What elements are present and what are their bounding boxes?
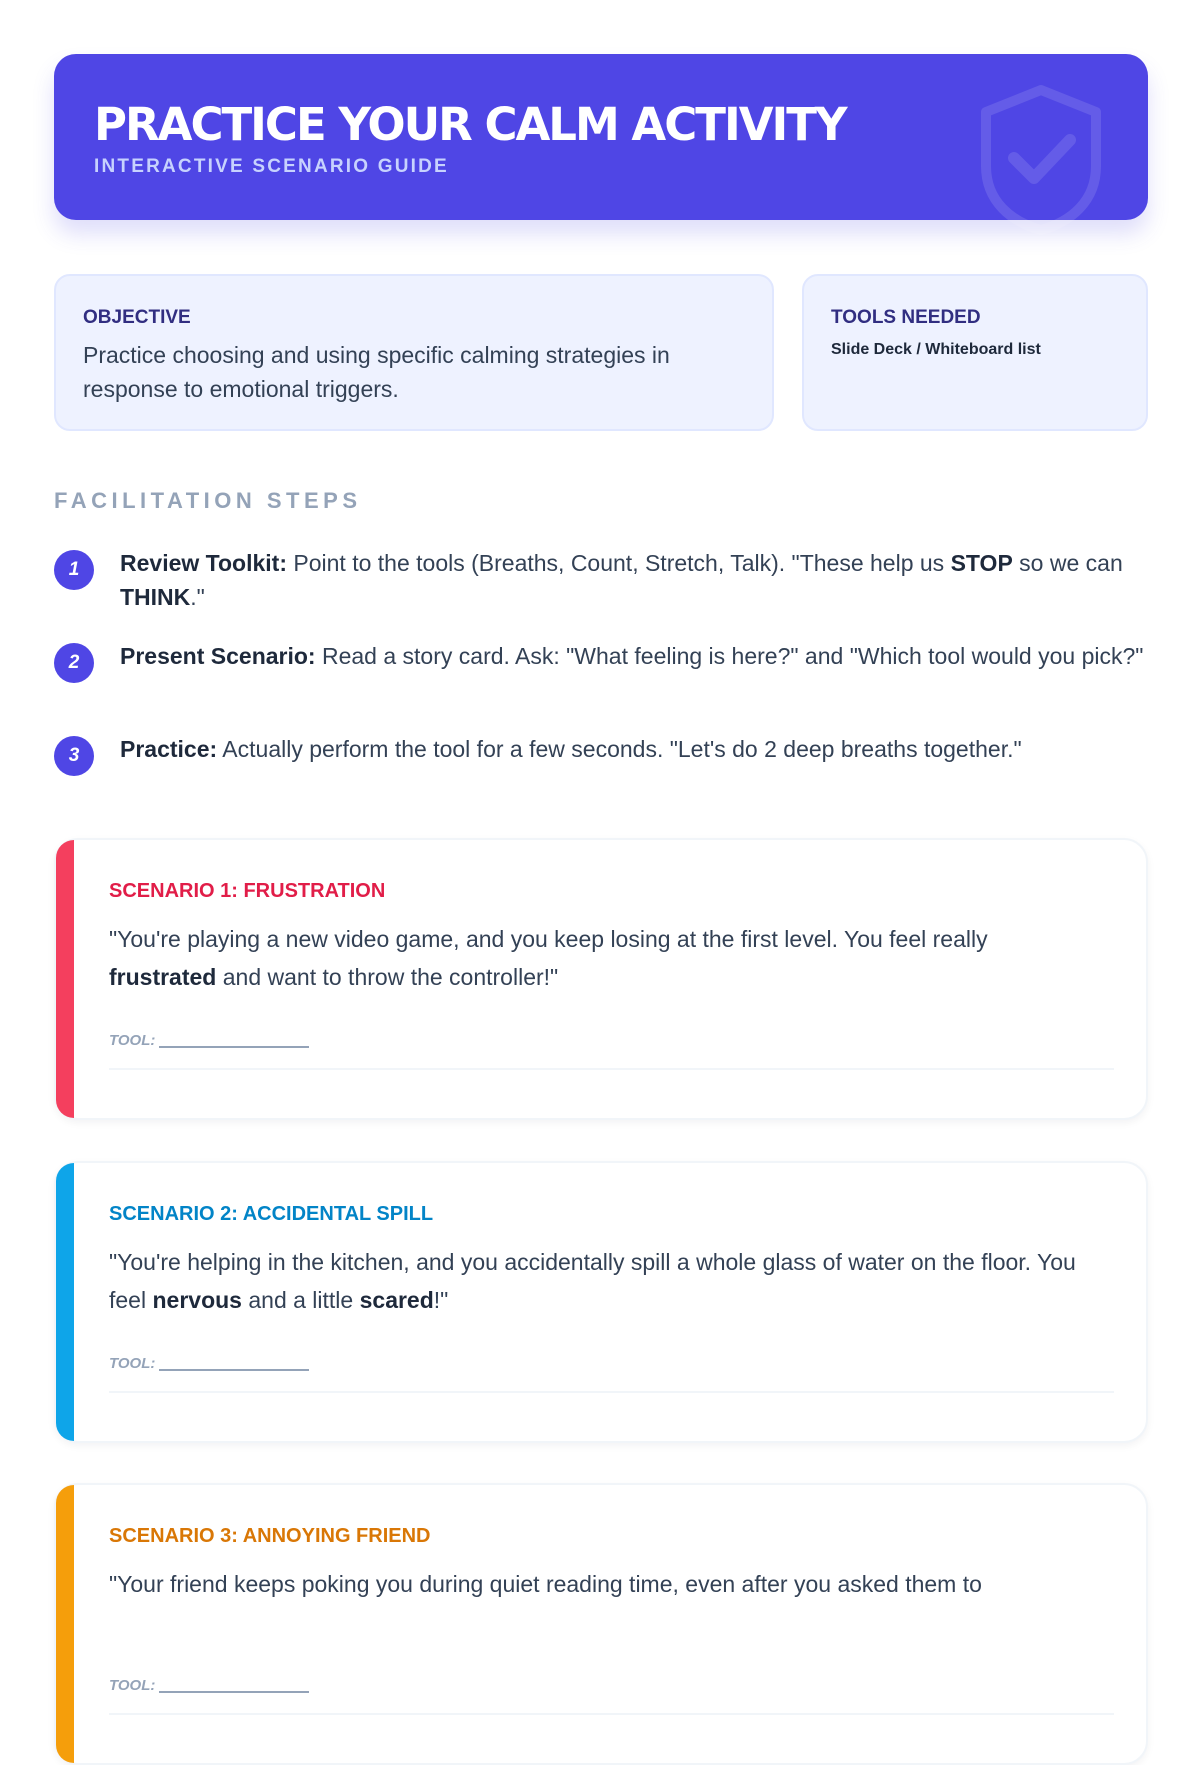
facilitation-steps-heading: FACILITATION STEPS (54, 488, 362, 513)
scenario-accent-bar (56, 1163, 74, 1441)
emphasis-text: nervous (152, 1287, 242, 1313)
emphasis-text: STOP (950, 550, 1013, 576)
scenario-card (54, 1483, 1148, 1765)
tools-needed-text: Slide Deck / Whiteboard list (831, 341, 1041, 358)
page-subtitle: INTERACTIVE SCENARIO GUIDE (94, 156, 449, 177)
tool-answer-field[interactable] (109, 1032, 1114, 1070)
text-segment: !" (433, 1287, 449, 1313)
scenario-text (109, 1565, 1099, 1603)
tools-needed-label: TOOLS NEEDED (831, 307, 981, 328)
tool-label: TOOL: (109, 1355, 156, 1372)
step-text (120, 546, 1150, 614)
text-segment: "Your friend keeps poking you during quiet reading time, even after you asked them to (109, 1571, 982, 1597)
objective-box (54, 274, 774, 431)
step-number-badge: 2 (54, 643, 94, 683)
tool-blank-line (159, 1032, 309, 1048)
emphasis-text: scared (359, 1287, 434, 1313)
scenario-text (109, 1243, 1099, 1319)
text-segment: ." (190, 584, 205, 610)
emphasis-text: Present Scenario: (120, 643, 316, 669)
scenario-title: SCENARIO 3: ANNOYING FRIEND (109, 1525, 431, 1547)
step-number-badge: 1 (54, 550, 94, 590)
header-banner (54, 54, 1148, 220)
tool-label: TOOL: (109, 1032, 156, 1049)
step-text (120, 732, 1150, 766)
text-segment: "You're playing a new video game, and you keep losing at the first level. You feel really (109, 926, 988, 952)
shield-check-icon (976, 84, 1106, 234)
emphasis-text: frustrated (109, 964, 217, 990)
scenario-card (54, 838, 1148, 1120)
tool-blank-line (159, 1355, 309, 1371)
scenario-title: SCENARIO 1: FRUSTRATION (109, 880, 386, 902)
text-segment: Actually perform the tool for a few seconds. "Let's do 2 deep breaths together." (217, 736, 1022, 762)
scenario-text (109, 920, 1099, 996)
text-segment: so we can (1012, 550, 1123, 576)
tool-answer-field[interactable] (109, 1355, 1114, 1393)
text-segment: Read a story card. Ask: "What feeling is here?" and "Which tool would you pick?" (315, 643, 1144, 669)
step-number-badge: 3 (54, 736, 94, 776)
text-segment: and want to throw the controller!" (216, 964, 559, 990)
tools-needed-box (802, 274, 1148, 431)
emphasis-text: Review Toolkit: (120, 550, 287, 576)
step-text (120, 639, 1150, 673)
text-segment: "You're helping in the kitchen, and you accidentally spill a whole glass of water on the floor. You feel (109, 1249, 1076, 1313)
tool-blank-line (159, 1677, 309, 1693)
scenario-title: SCENARIO 2: ACCIDENTAL SPILL (109, 1203, 434, 1225)
emphasis-text: THINK (120, 584, 191, 610)
tool-label: TOOL: (109, 1677, 156, 1694)
scenario-card (54, 1161, 1148, 1443)
text-segment: and a little (241, 1287, 360, 1313)
scenario-accent-bar (56, 840, 74, 1118)
page-title: PRACTICE YOUR CALM ACTIVITY (94, 98, 846, 151)
tool-answer-field[interactable] (109, 1677, 1114, 1715)
objective-text: Practice choosing and using specific calming strategies in response to emotional triggers. (83, 342, 670, 402)
text-segment: Point to the tools (Breaths, Count, Stretch, Talk). "These help us (287, 550, 951, 576)
objective-label: OBJECTIVE (83, 307, 191, 328)
emphasis-text: Practice: (120, 736, 218, 762)
scenario-accent-bar (56, 1485, 74, 1763)
